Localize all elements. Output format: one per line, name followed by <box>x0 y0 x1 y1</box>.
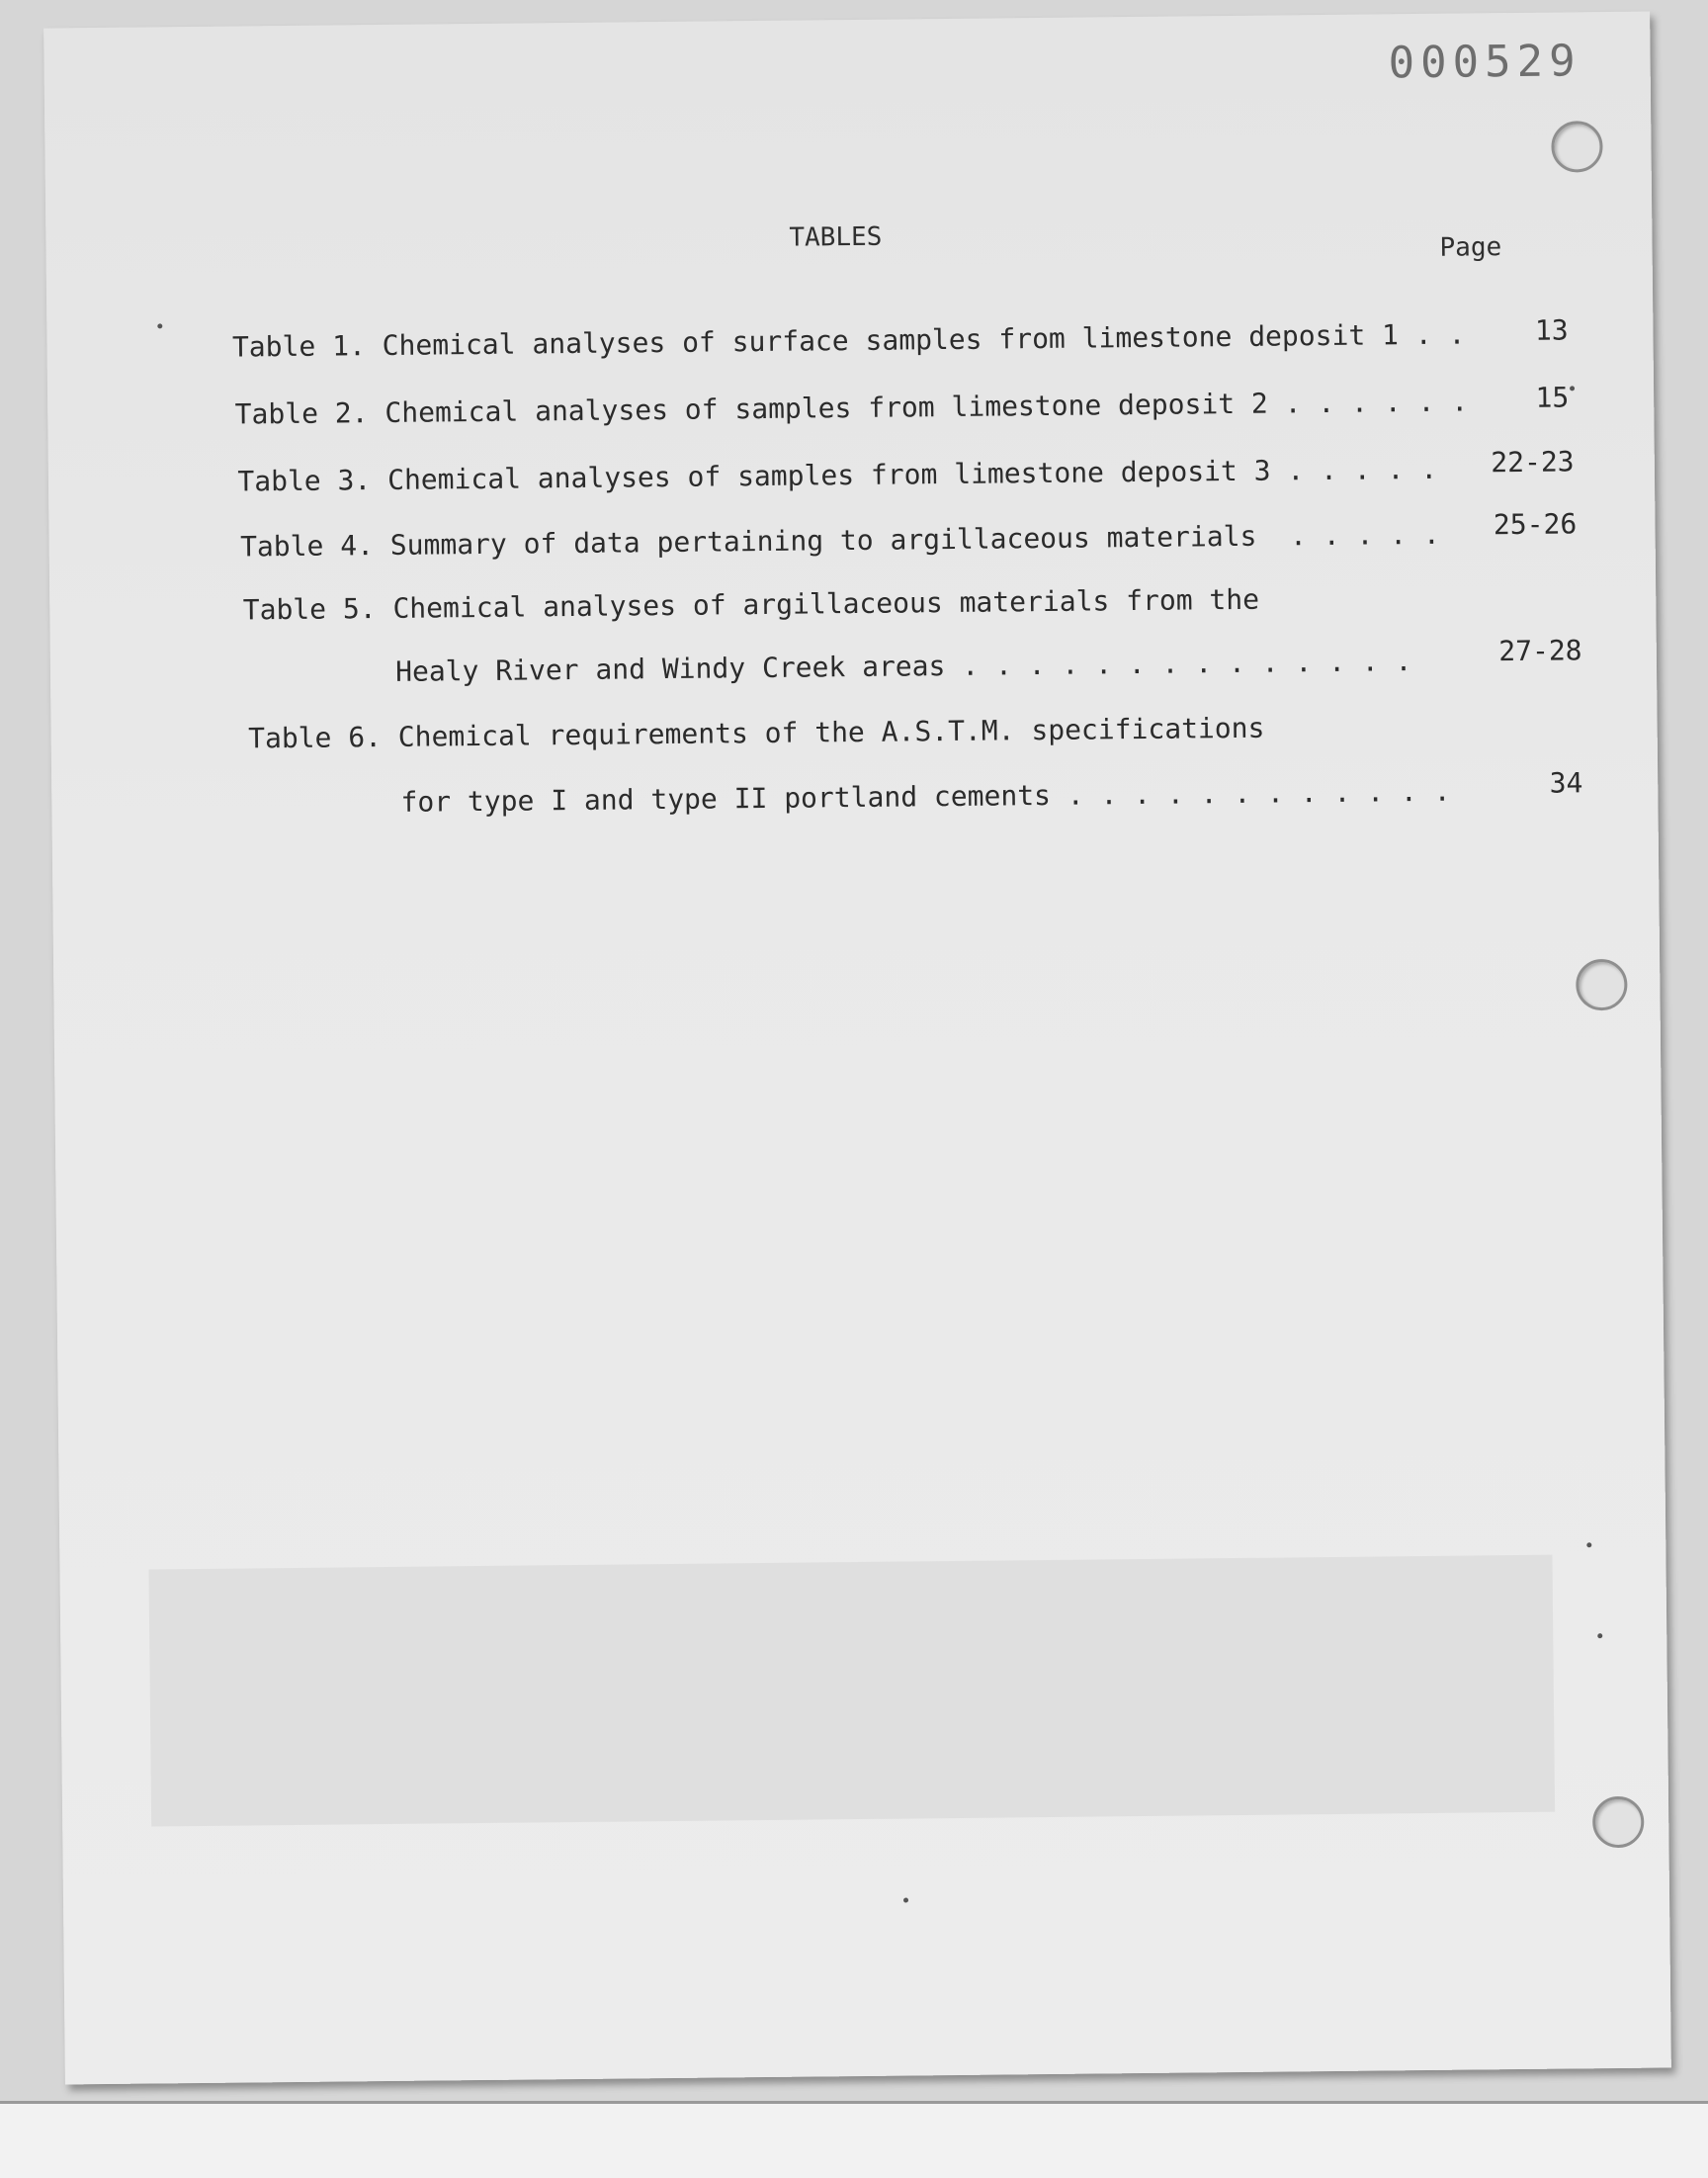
punch-hole-bottom <box>1592 1796 1645 1849</box>
entry-page: 34 <box>1549 766 1583 800</box>
entry-page: 25-26 <box>1493 507 1578 542</box>
document-page <box>43 12 1671 2085</box>
punch-hole-top <box>1551 121 1603 173</box>
punch-hole-middle <box>1576 959 1628 1011</box>
toc-page-table-5 <box>1431 601 1582 701</box>
page-column-label: Page <box>1439 232 1502 263</box>
entry-text: for type I and type II portland cements . . . . . . . . . . . . <box>250 774 1451 821</box>
entry-page: 13 <box>1534 313 1569 347</box>
scan-speck <box>1570 386 1575 391</box>
toc-page-table-6 <box>1483 734 1583 832</box>
entry-text: Table 4. Summary of data pertaining to argillaceous materials . . . . . <box>239 517 1440 564</box>
toc-entry-table-6-cont <box>184 742 1451 853</box>
scan-speck <box>903 1898 908 1903</box>
scan-speck <box>157 323 162 328</box>
entry-page: 27-28 <box>1498 634 1582 668</box>
scan-speck <box>1597 1633 1602 1638</box>
entry-text: Table 1. Chemical analyses of surface samples from limestone deposit 1 . . <box>231 317 1466 364</box>
entry-text: Table 3. Chemical analyses of samples from limestone deposit 3 . . . . . <box>237 452 1438 498</box>
scan-speck <box>1586 1542 1591 1547</box>
toc-page-table-4 <box>1426 475 1578 574</box>
scanner-bed <box>0 2101 1708 2178</box>
entry-page: 22-23 <box>1491 445 1575 479</box>
section-title: TABLES <box>789 221 883 253</box>
entry-text: Table 5. Chemical analyses of argillaceous materials from the <box>242 582 1260 627</box>
entry-page: 15 <box>1535 381 1570 414</box>
bleed-through-area <box>148 1555 1555 1827</box>
entry-text: Healy River and Windy Creek areas . . . . . . . . . . . . . . <box>245 645 1412 690</box>
document-number: 000529 <box>1388 36 1581 89</box>
entry-text: Table 6. Chemical requirements of the A.S.T.M. specifications <box>247 711 1265 755</box>
entry-text: Table 2. Chemical analyses of samples from limestone deposit 2 . . . . . . <box>234 385 1469 431</box>
